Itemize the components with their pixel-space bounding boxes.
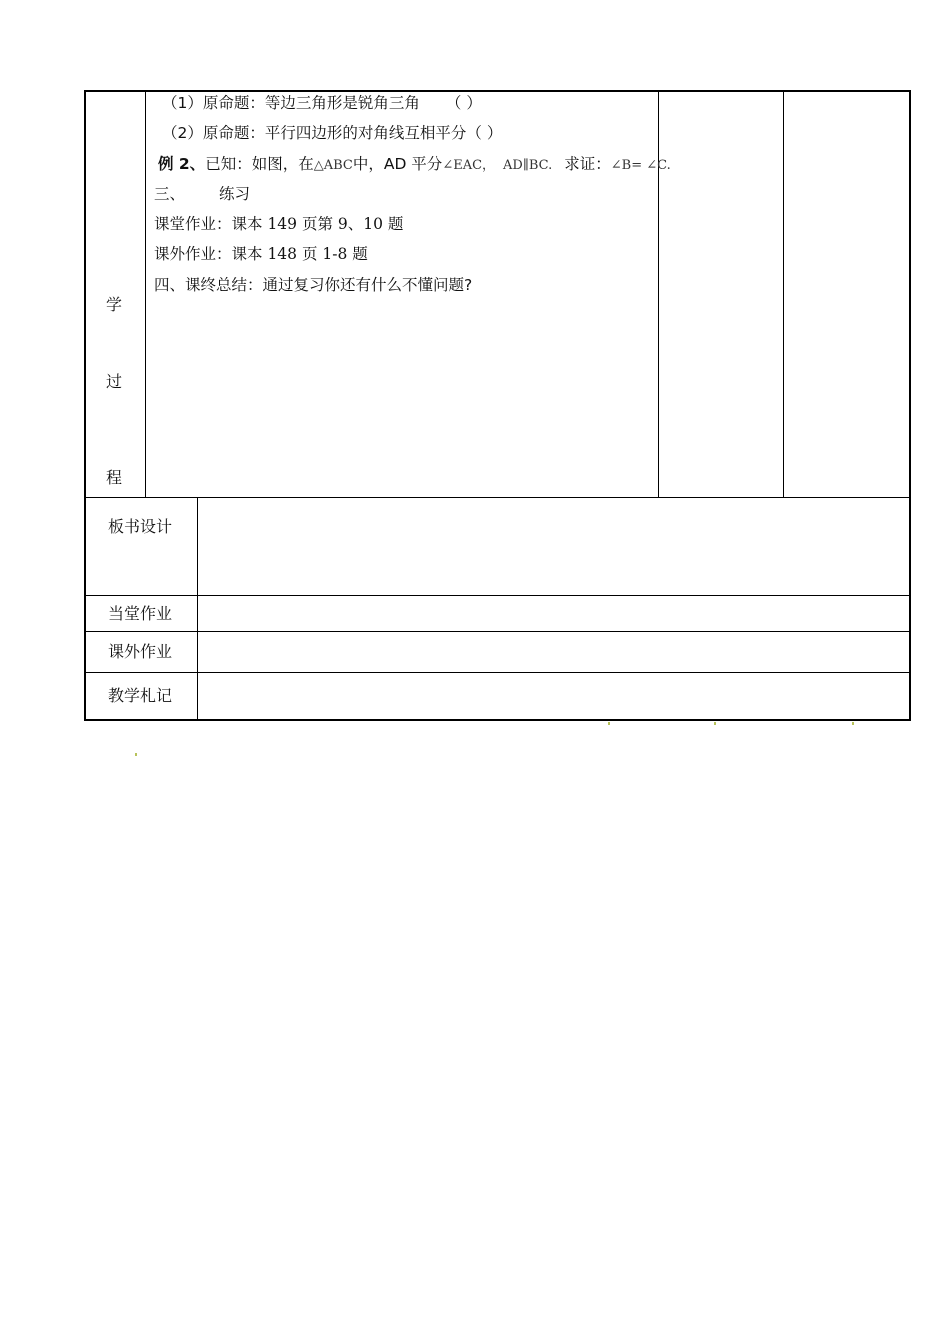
example-2 xyxy=(158,153,671,177)
classwork-label: 课堂作业： xyxy=(154,215,232,233)
row-divider-2 xyxy=(84,595,911,596)
example-2-triangle: △ABC xyxy=(313,158,353,173)
class-assignment-label: 当堂作业 xyxy=(108,604,173,623)
process-label-divider xyxy=(145,90,146,498)
proposition-item-1 xyxy=(162,92,482,114)
table-left-border xyxy=(84,90,86,721)
homework-text: 课本 148 页 1-8 题 xyxy=(231,245,368,263)
homework-label: 课外作业： xyxy=(154,245,232,263)
table-bottom-border xyxy=(84,719,911,721)
example-2-angle: ∠EAC， xyxy=(442,158,496,173)
proposition-item-1-text: 原命题：等边三角形是锐角三角 xyxy=(202,94,420,112)
practice-heading-number: 三、 xyxy=(154,185,186,203)
side-label-char-3: 程 xyxy=(106,468,123,487)
process-column-divider-2 xyxy=(783,90,784,498)
classwork-line xyxy=(154,213,403,235)
example-2-conclusion: ∠B= ∠C. xyxy=(610,158,671,173)
process-column-divider-1 xyxy=(658,90,659,498)
side-label-char-2: 过 xyxy=(106,372,123,391)
board-design-label: 板书设计 xyxy=(108,517,173,536)
extra-assignment-label: 课外作业 xyxy=(108,642,173,661)
practice-heading-title: 练习 xyxy=(219,185,251,203)
scan-speck xyxy=(608,722,610,725)
homework-line xyxy=(154,243,368,265)
proposition-item-2 xyxy=(162,122,502,144)
example-2-given: 已知：如图，在 xyxy=(205,155,314,173)
classwork-text: 课本 149 页第 9、10 题 xyxy=(231,215,404,233)
proposition-item-1-bracket: （ ） xyxy=(445,94,482,112)
teaching-notes-label: 教学札记 xyxy=(108,686,173,705)
lesson-summary: 四、课终总结：通过复习你还有什么不懂问题? xyxy=(154,276,473,294)
proposition-item-2-text: 原命题：平行四边形的对角线互相平分 xyxy=(202,124,467,142)
row-divider-4 xyxy=(84,672,911,673)
proposition-item-2-prefix: （2） xyxy=(162,124,203,142)
scan-speck xyxy=(852,722,854,725)
table-right-border xyxy=(909,90,911,721)
example-2-label: 例 2、 xyxy=(158,155,206,173)
proposition-item-2-bracket: （ ） xyxy=(466,124,503,142)
row-divider-1 xyxy=(84,497,911,498)
example-2-prove: 求证： xyxy=(564,155,611,173)
row-divider-3 xyxy=(84,631,911,632)
practice-heading xyxy=(154,183,250,205)
rows-label-divider xyxy=(197,497,198,720)
side-label-char-1: 学 xyxy=(106,295,123,314)
example-2-middle: 中，AD 平分 xyxy=(352,155,443,173)
example-2-parallel: AD∥BC. xyxy=(503,158,553,173)
scan-speck xyxy=(135,753,137,756)
proposition-item-1-prefix: （1） xyxy=(162,94,203,112)
scan-speck xyxy=(714,722,716,725)
